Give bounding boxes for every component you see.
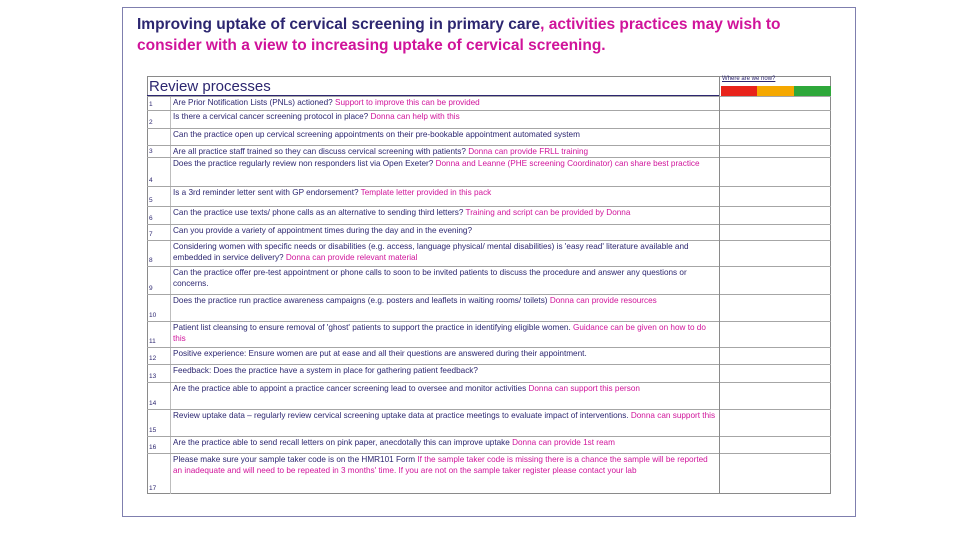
status-row-cell — [720, 364, 831, 383]
row-question: Considering women with specific needs or disabilities (e.g. access, language physical/ mental disabilities) is 'easy read' literature available and embedded in service delivery? — [173, 242, 689, 262]
row-support-note: Donna can help with this — [370, 112, 460, 121]
row-text — [173, 208, 717, 219]
table-row — [147, 321, 719, 347]
row-text — [173, 242, 717, 263]
table-row — [147, 128, 719, 145]
row-question: Can the practice use texts/ phone calls as an alternative to sending third letters? — [173, 208, 466, 217]
row-number: 16 — [149, 444, 157, 451]
row-question: Are Prior Notification Lists (PNLs) actioned? — [173, 98, 335, 107]
status-row-cell — [720, 157, 831, 187]
row-text — [173, 268, 717, 289]
status-row-cell — [720, 409, 831, 437]
row-number: 1 — [149, 101, 153, 108]
table-row — [147, 347, 719, 364]
row-text — [173, 411, 717, 422]
row-number: 14 — [149, 400, 157, 407]
row-number: 2 — [149, 119, 153, 126]
title-part1: Improving uptake of cervical screening in primary care — [137, 16, 541, 33]
row-number: 12 — [149, 355, 157, 362]
status-row-cell — [720, 266, 831, 295]
row-text — [173, 366, 717, 377]
row-question: Positive experience: Ensure women are put at ease and all their questions are answered during their appointment. — [173, 349, 587, 358]
row-question: Review uptake data – regularly review cervical screening uptake data at practice meetings to evaluate impact of interventions. — [173, 411, 631, 420]
table-row — [147, 294, 719, 321]
row-question: Can you provide a variety of appointment times during the day and in the evening? — [173, 226, 473, 235]
status-row-cell — [720, 96, 831, 111]
row-number: 10 — [149, 312, 157, 319]
status-row-cell — [720, 110, 831, 129]
row-question: Patient list cleansing to ensure removal of 'ghost' patients to support the practice in identifying eligible women. — [173, 323, 573, 332]
row-text — [173, 188, 717, 199]
table-row — [147, 364, 719, 382]
row-number: 4 — [149, 177, 153, 184]
table-row — [147, 436, 719, 453]
row-question: Can the practice open up cervical screening appointments on their pre-bookable appointment automated system — [173, 130, 580, 139]
table-row — [147, 206, 719, 224]
row-number: 17 — [149, 485, 157, 492]
status-row-cell — [720, 347, 831, 365]
row-text — [173, 438, 717, 449]
row-number: 11 — [149, 338, 156, 345]
row-text — [173, 226, 717, 237]
table-row — [147, 266, 719, 294]
row-support-note: Donna and Leanne (PHE screening Coordinator) can share best practice — [435, 159, 700, 168]
row-number: 13 — [149, 373, 157, 380]
row-text — [173, 159, 717, 170]
row-text — [173, 323, 717, 344]
row-number: 7 — [149, 231, 153, 238]
status-amber-cell — [757, 86, 794, 96]
row-question: Does the practice run practice awareness campaigns (e.g. posters and leaflets in waiting rooms/ toilets) — [173, 296, 550, 305]
status-row-cell — [720, 186, 831, 207]
row-text — [173, 98, 717, 109]
row-text — [173, 349, 717, 360]
row-number: 9 — [149, 285, 153, 292]
status-red-cell — [721, 86, 757, 96]
status-heading: Where are we now? — [722, 76, 776, 82]
row-question: Are all practice staff trained so they can discuss cervical screening with patients? — [173, 147, 469, 156]
row-text — [173, 112, 717, 123]
table-row — [147, 186, 719, 206]
row-text — [173, 147, 717, 158]
page-title — [137, 14, 837, 56]
status-row-cell — [720, 321, 831, 348]
row-text — [173, 455, 717, 476]
status-row-cell — [720, 382, 831, 410]
row-support-note: Guidance can be given on how to do this — [173, 323, 706, 343]
table-row — [147, 453, 719, 494]
table-row — [147, 224, 719, 240]
row-question: Are the practice able to appoint a practice cancer screening lead to oversee and monitor activities — [173, 384, 529, 393]
row-question: Is a 3rd reminder letter sent with GP endorsement? — [173, 188, 361, 197]
status-row-cell — [720, 224, 831, 241]
row-support-note: Donna can provide 1st ream — [512, 438, 615, 447]
row-support-note: If the sample taker code is missing there is a chance the sample will be reported an inadequate and will need to be repeated in 3 months' time. If you are not on the sample taker register please contact your lab — [173, 455, 708, 475]
status-row-cell — [720, 206, 831, 225]
status-green-cell — [794, 86, 831, 96]
row-question: Are the practice able to send recall letters on pink paper, anecdotally this can improve uptake — [173, 438, 513, 447]
row-support-note: Template letter provided in this pack — [360, 188, 492, 197]
row-number: 5 — [149, 197, 153, 204]
table-row — [147, 157, 719, 186]
row-question: Is there a cervical cancer screening protocol in place? — [173, 112, 371, 121]
table-row — [147, 382, 719, 409]
row-support-note: Donna can provide FRLL training — [468, 147, 589, 156]
row-support-note: Donna can provide relevant material — [285, 252, 418, 262]
row-support-note: Donna can support this — [630, 411, 716, 420]
row-support-note: Donna can provide resources — [549, 296, 657, 305]
status-row-cell — [720, 453, 831, 495]
row-question: Please make sure your sample taker code is on the HMR101 Form — [173, 455, 418, 464]
row-support-note: Donna can support this person — [528, 384, 640, 393]
row-number: 8 — [149, 257, 153, 264]
status-row-cell — [720, 240, 831, 267]
row-text — [173, 384, 717, 395]
table-row — [147, 240, 719, 266]
table-row — [147, 145, 719, 157]
row-question: Can the practice offer pre-test appointment or phone calls to soon to be invited patients to discuss the procedure and answer any questions or concerns. — [173, 268, 687, 288]
row-support-note: Support to improve this can be provided — [335, 98, 480, 107]
status-row-cell — [720, 128, 831, 146]
row-text — [173, 130, 717, 141]
row-number: 15 — [149, 427, 157, 434]
row-support-note: Training and script can be provided by Donna — [465, 208, 631, 217]
table-row — [147, 409, 719, 436]
table-row — [147, 96, 719, 110]
row-question: Feedback: Does the practice have a system in place for gathering patient feedback? — [173, 366, 478, 375]
row-question: Does the practice regularly review non responders list via Open Exeter? — [173, 159, 436, 168]
table-row — [147, 110, 719, 128]
table-heading: Review processes — [149, 78, 271, 95]
row-number: 3 — [149, 148, 153, 155]
status-row-cell — [720, 294, 831, 322]
title-part2: , activities practices may wish to consider with a view to increasing uptake of cervical screening. — [137, 16, 781, 54]
status-row-cell — [720, 436, 831, 454]
row-number: 6 — [149, 215, 153, 222]
row-text — [173, 296, 717, 307]
